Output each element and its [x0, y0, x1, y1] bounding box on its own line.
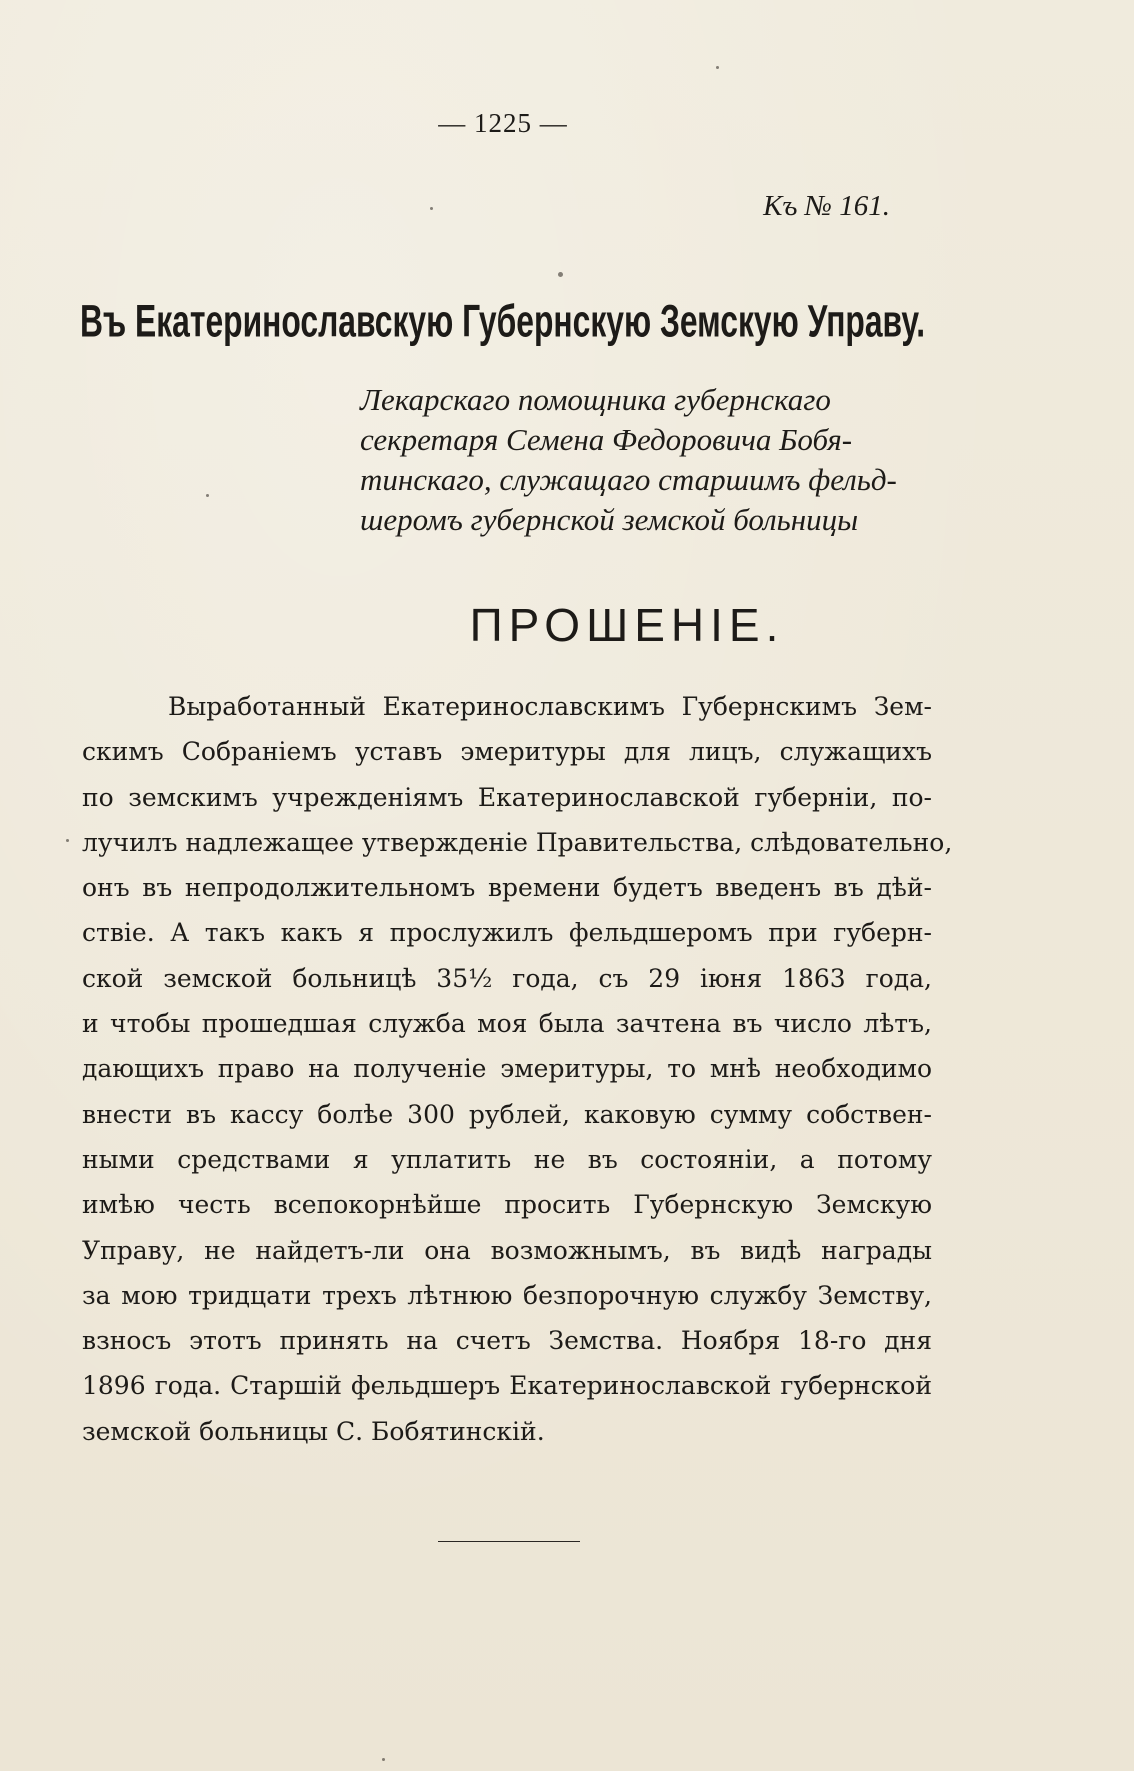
closing-rule	[438, 1541, 580, 1542]
body-line: Выработанный Екатеринославскимъ Губернскимъ Зем-	[168, 692, 932, 721]
body-line: ствіе. А такъ какъ я прослужилъ фельдшеромъ при губерн-	[82, 918, 932, 948]
body-line: имѣю честь всепокорнѣйше просить Губернскую Земскую	[82, 1190, 932, 1220]
body-line: взносъ этотъ принять на счетъ Земства. Ноября 18-го дня	[82, 1326, 932, 1356]
paper-speck	[430, 207, 433, 210]
sender-block	[360, 380, 940, 540]
body-line: и чтобы прошедшая служба моя была зачтена въ число лѣтъ,	[82, 1009, 932, 1039]
body-line: ской земской больницѣ 35½ года, съ 29 іюня 1863 года,	[82, 963, 932, 993]
sender-line: шеромъ губернской земской больницы	[360, 502, 859, 537]
paper-speck	[206, 494, 209, 497]
body-line: за мою тридцати трехъ лѣтнюю безпорочную службу Земству,	[82, 1280, 932, 1310]
body-line: лучилъ надлежащее утвержденіе Правительства, слѣдовательно,	[82, 827, 953, 857]
sender-line: секретаря Семена Федоровича Бобя-	[360, 422, 853, 457]
sender-line: тинскаго, служащаго старшимъ фельд-	[360, 462, 897, 497]
sender-line: Лекарскаго помощника губернскаго	[360, 382, 831, 417]
paper-speck	[66, 839, 69, 842]
paper-speck	[382, 1758, 385, 1761]
body-line: онъ въ непродолжительномъ времени будетъ введенъ въ дѣй-	[82, 873, 932, 903]
reference-number: Къ № 161.	[763, 190, 890, 222]
paper-speck	[716, 66, 719, 69]
document-title: ПРОШЕНІЕ.	[469, 599, 785, 651]
body-line: земской больницы С. Бобятинскій.	[82, 1416, 545, 1446]
body-line: скимъ Собраніемъ уставъ эмеритуры для лицъ, служащихъ	[82, 737, 932, 767]
body-line: Управу, не найдетъ-ли она возможнымъ, въ видѣ награды	[82, 1235, 932, 1265]
paper-speck	[558, 272, 563, 277]
body-line: внести въ кассу болѣе 300 рублей, каковую сумму собствен-	[82, 1099, 932, 1129]
addressee-heading: Въ Екатеринославскую Губернскую Земскую Управу.	[80, 296, 926, 347]
body-line: по земскимъ учрежденіямъ Екатеринославской губерніи, по-	[82, 782, 932, 812]
page-number: — 1225 —	[438, 108, 568, 138]
body-line: 1896 года. Старшій фельдшеръ Екатеринославской губернской	[82, 1371, 932, 1401]
body-line: ными средствами я уплатить не въ состояніи, а потому	[82, 1144, 932, 1174]
petition-body	[82, 684, 953, 1454]
body-line: дающихъ право на полученіе эмеритуры, то мнѣ необходимо	[82, 1054, 932, 1084]
